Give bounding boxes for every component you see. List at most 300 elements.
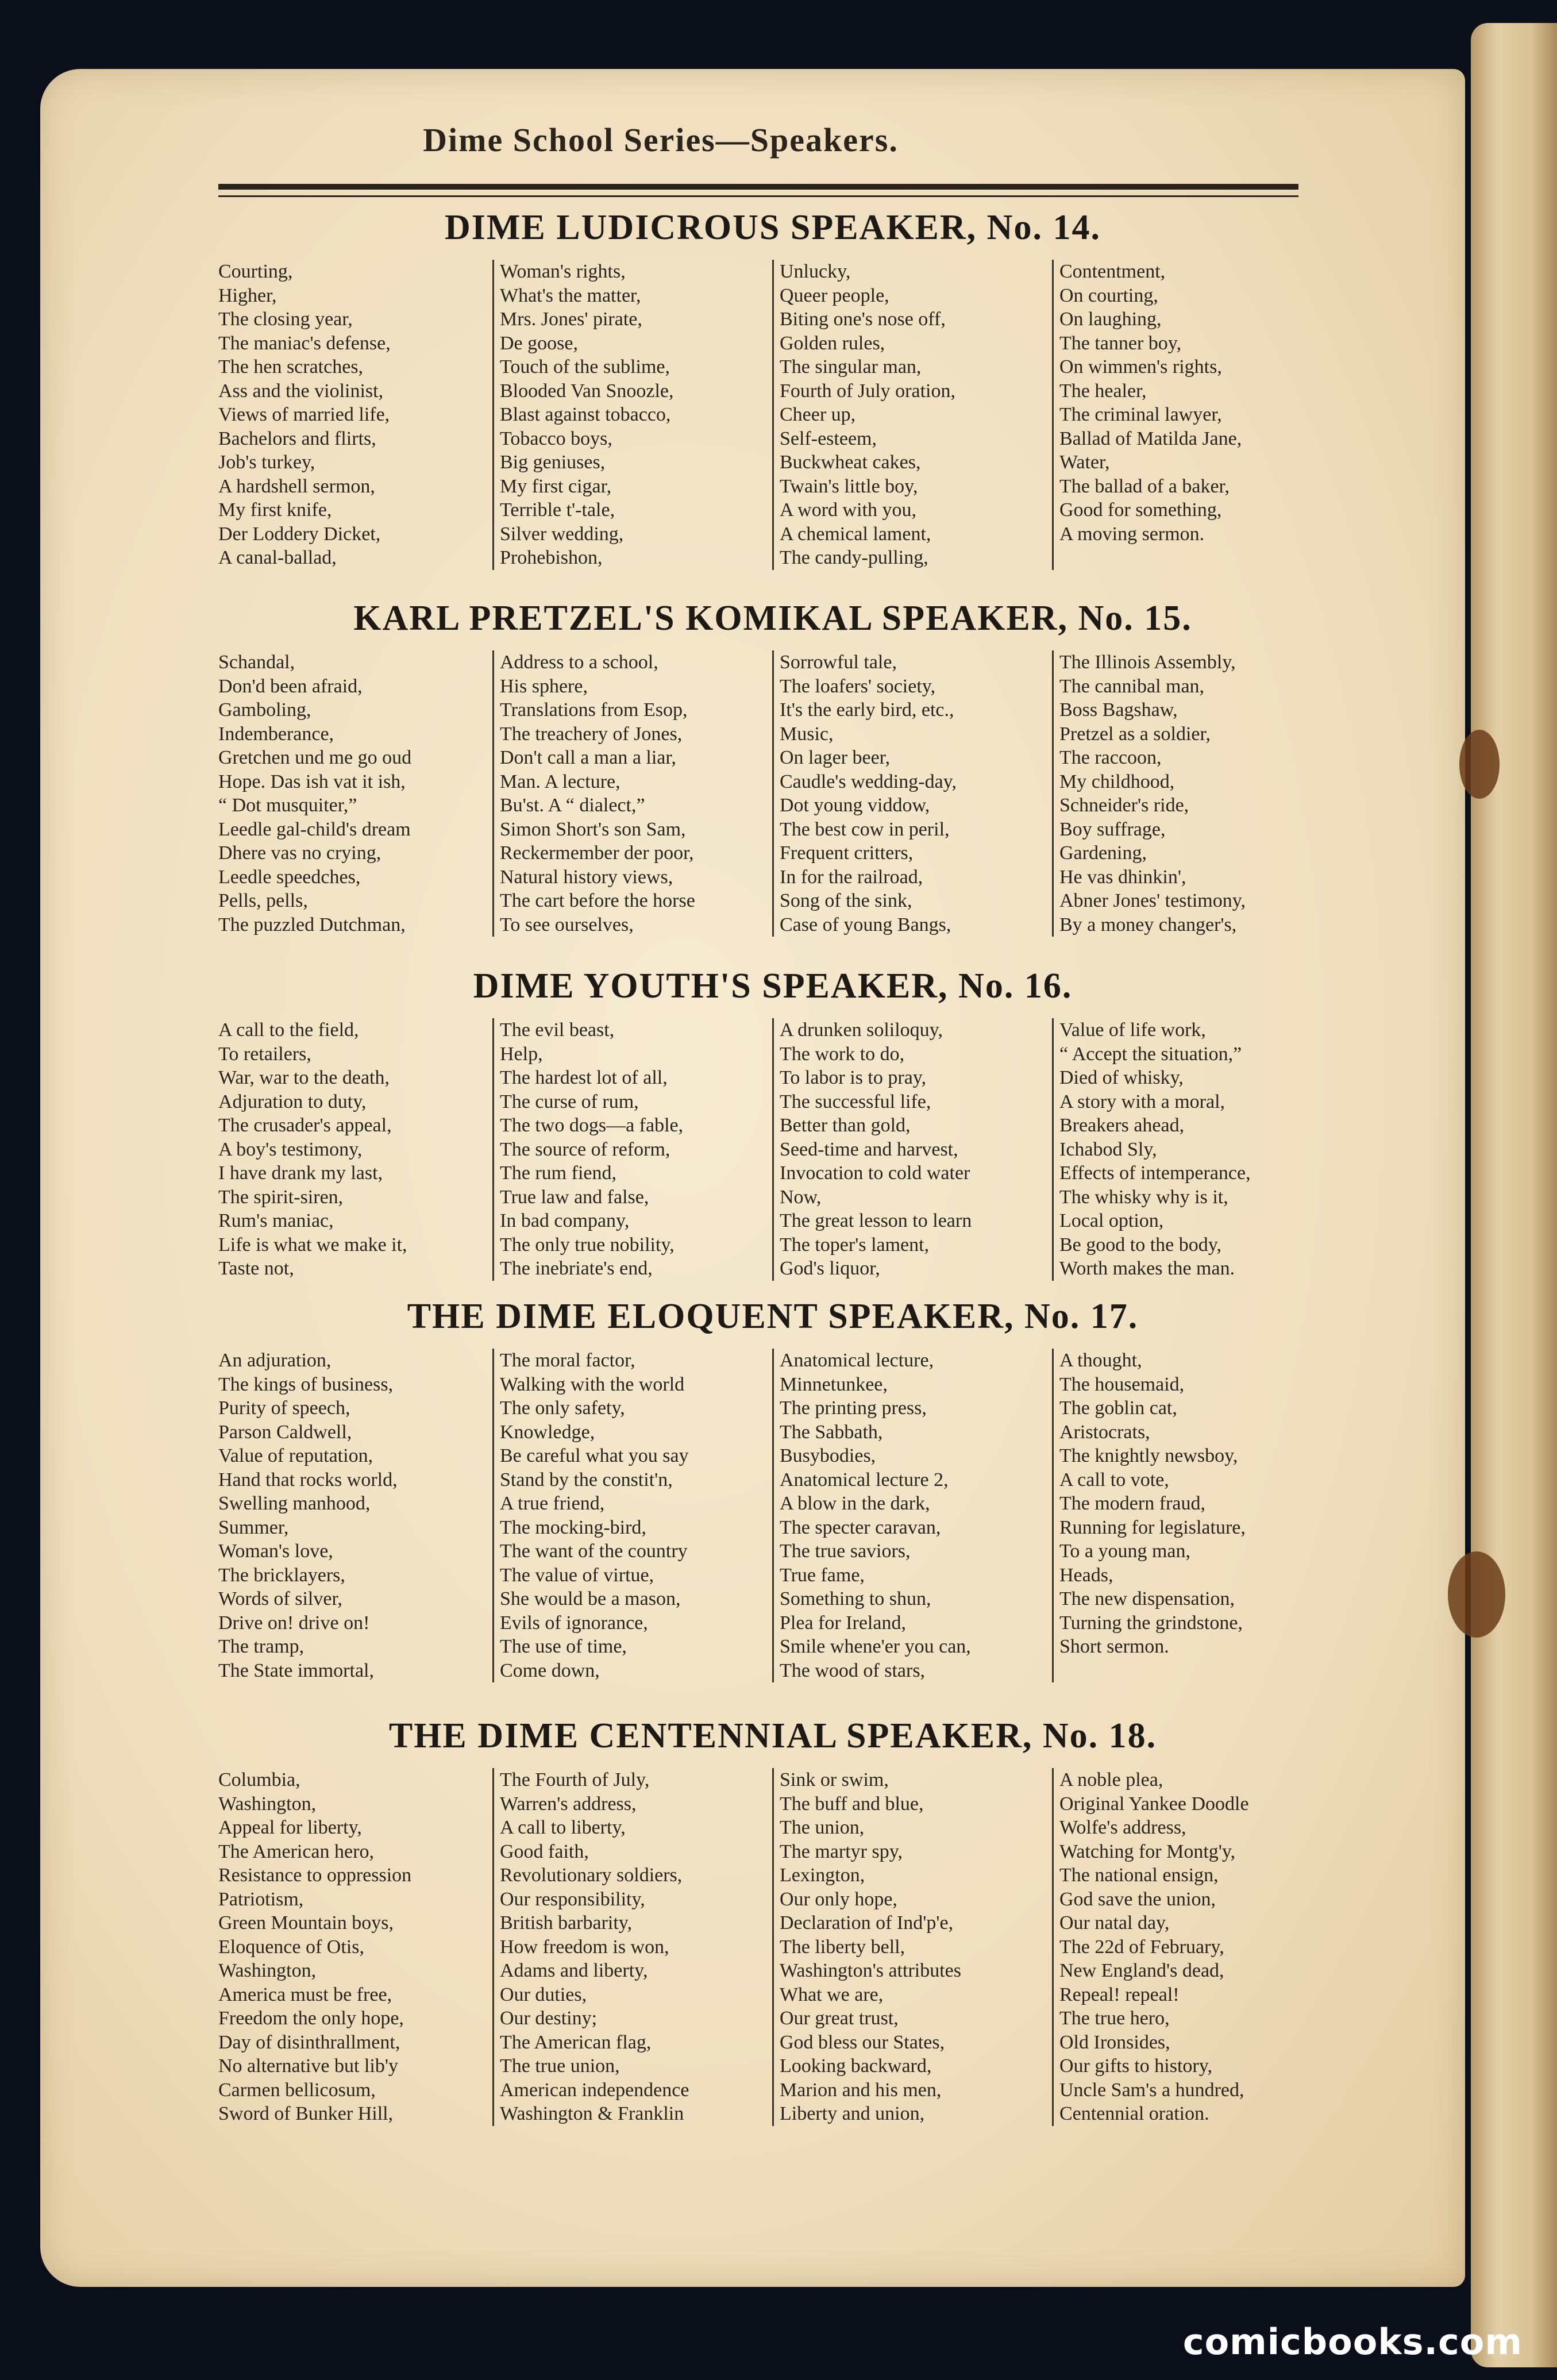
list-item: The only true nobility, xyxy=(500,1234,675,1256)
list-item: The tanner boy, xyxy=(1059,332,1182,354)
list-item: The national ensign, xyxy=(1059,1865,1219,1886)
list-item: Simon Short's son Sam, xyxy=(500,818,686,840)
list-item: Wolfe's address, xyxy=(1059,1817,1186,1838)
list-item: The only safety, xyxy=(500,1397,625,1419)
list-item: Unlucky, xyxy=(780,261,851,282)
column xyxy=(1052,650,1332,937)
list-item: Our only hope, xyxy=(780,1888,897,1910)
list-item: A call to vote, xyxy=(1059,1469,1169,1491)
list-item: The criminal lawyer, xyxy=(1059,404,1222,425)
list-item: The loafers' society, xyxy=(780,675,936,697)
list-item: Heads, xyxy=(1059,1564,1113,1586)
list-item: The Illinois Assembly, xyxy=(1059,652,1236,673)
list-item: Old Ironsides, xyxy=(1059,2031,1170,2053)
column xyxy=(213,1768,492,2126)
speaker-section xyxy=(213,1709,1333,2126)
list-item: Self-esteem, xyxy=(780,428,877,449)
list-item: Looking backward, xyxy=(780,2055,932,2077)
list-item: Now, xyxy=(780,1186,822,1208)
list-item: Our natal day, xyxy=(1059,1912,1170,1934)
list-item: “ Dot musquiter,” xyxy=(218,795,357,816)
speaker-section xyxy=(213,960,1333,1281)
list-item: Frequent critters, xyxy=(780,842,914,864)
header-rule-thin xyxy=(218,195,1298,197)
list-item: Declaration of Ind'p'e, xyxy=(780,1912,954,1934)
list-item: A story with a moral, xyxy=(1059,1091,1225,1112)
list-item: Leedle speedches, xyxy=(218,866,361,888)
list-item: In bad company, xyxy=(500,1210,630,1231)
column xyxy=(213,260,492,570)
speaker-section xyxy=(213,1290,1333,1682)
list-item: Marion and his men, xyxy=(780,2079,942,2101)
list-item: The maniac's defense, xyxy=(218,332,391,354)
section-title: THE DIME ELOQUENT SPEAKER, No. 17. xyxy=(407,1297,1139,1336)
list-item: On courting, xyxy=(1059,284,1158,306)
list-item: Song of the sink, xyxy=(780,890,912,911)
column xyxy=(213,1018,492,1281)
list-item: Life is what we make it, xyxy=(218,1234,407,1256)
list-item: Translations from Esop, xyxy=(500,699,688,721)
list-item: In for the railroad, xyxy=(780,866,923,888)
list-item: Rum's maniac, xyxy=(218,1210,334,1231)
list-item: Anatomical lecture, xyxy=(780,1350,934,1371)
list-item: The martyr spy, xyxy=(780,1840,903,1862)
list-item: Sword of Bunker Hill, xyxy=(218,2103,394,2124)
list-item: The buff and blue, xyxy=(780,1793,924,1815)
list-item: How freedom is won, xyxy=(500,1936,669,1958)
list-item: Schneider's ride, xyxy=(1059,795,1189,816)
list-item: By a money changer's, xyxy=(1059,914,1237,935)
list-item: Be careful what you say xyxy=(500,1445,689,1466)
list-item: The value of virtue, xyxy=(500,1564,654,1586)
list-item: The treachery of Jones, xyxy=(500,723,683,745)
list-item: A hardshell sermon, xyxy=(218,475,375,497)
list-item: Aristocrats, xyxy=(1059,1421,1150,1443)
list-item: A moving sermon. xyxy=(1059,523,1205,545)
list-item: The hen scratches, xyxy=(218,356,364,378)
list-item: Boss Bagshaw, xyxy=(1059,699,1178,721)
list-item: Leedle gal-child's dream xyxy=(218,818,411,840)
list-item: The bricklayers, xyxy=(218,1564,345,1586)
column xyxy=(1052,1018,1332,1281)
list-item: The American flag, xyxy=(500,2031,652,2053)
list-item: Drive on! drive on! xyxy=(218,1612,370,1634)
list-item: The true hero, xyxy=(1059,2008,1170,2029)
list-item: A blow in the dark, xyxy=(780,1493,930,1514)
list-item: Big geniuses, xyxy=(500,452,606,473)
list-item: Good for something, xyxy=(1059,499,1222,521)
list-item: A drunken soliloquy, xyxy=(780,1019,943,1041)
list-item: Address to a school, xyxy=(500,652,658,673)
column xyxy=(492,650,772,937)
list-item: Gardening, xyxy=(1059,842,1147,864)
list-item: Hope. Das ish vat it ish, xyxy=(218,771,406,792)
list-item: A thought, xyxy=(1059,1350,1142,1371)
list-item: Boy suffrage, xyxy=(1059,818,1166,840)
list-item: Liberty and union, xyxy=(780,2103,925,2124)
list-item: Words of silver, xyxy=(218,1588,342,1609)
list-item: Smile whene'er you can, xyxy=(780,1636,971,1657)
list-item: The Fourth of July, xyxy=(500,1769,650,1790)
list-item: An adjuration, xyxy=(218,1350,332,1371)
list-item: The curse of rum, xyxy=(500,1091,639,1112)
list-item: “ Accept the situation,” xyxy=(1059,1043,1242,1065)
list-item: Caudle's wedding-day, xyxy=(780,771,957,792)
section-title: DIME LUDICROUS SPEAKER, No. 14. xyxy=(445,208,1101,247)
list-item: The goblin cat, xyxy=(1059,1397,1177,1419)
list-item: De goose, xyxy=(500,332,578,354)
running-head: Dime School Series—Speakers. xyxy=(423,121,899,159)
list-item: Summer, xyxy=(218,1516,289,1538)
list-item: Bu'st. A “ dialect,” xyxy=(500,795,645,816)
list-item: Music, xyxy=(780,723,834,745)
list-item: The printing press, xyxy=(780,1397,927,1419)
list-item: Short sermon. xyxy=(1059,1636,1169,1657)
list-item: Centennial oration. xyxy=(1059,2103,1209,2124)
list-item: On lager beer, xyxy=(780,747,891,768)
list-item: Green Mountain boys, xyxy=(218,1912,394,1934)
list-item: The knightly newsboy, xyxy=(1059,1445,1238,1466)
list-item: The singular man, xyxy=(780,356,922,378)
list-item: Invocation to cold water xyxy=(780,1162,970,1184)
list-item: Queer people, xyxy=(780,284,889,306)
list-item: Running for legislature, xyxy=(1059,1516,1246,1538)
list-item: Sorrowful tale, xyxy=(780,652,897,673)
list-item: Biting one's nose off, xyxy=(780,309,946,330)
list-item: The evil beast, xyxy=(500,1019,615,1041)
list-item: The two dogs—a fable, xyxy=(500,1115,684,1136)
column xyxy=(492,1768,772,2126)
list-item: On laughing, xyxy=(1059,309,1162,330)
column xyxy=(772,1349,1052,1682)
list-item: The State immortal, xyxy=(218,1659,374,1681)
list-item: Ichabod Sly, xyxy=(1059,1138,1157,1160)
list-item: Our gifts to history, xyxy=(1059,2055,1213,2077)
list-item: The use of time, xyxy=(500,1636,627,1657)
list-item: Our duties, xyxy=(500,1984,587,2005)
list-item: Dot young viddow, xyxy=(780,795,930,816)
list-item: Our responsibility, xyxy=(500,1888,645,1910)
list-item: Busybodies, xyxy=(780,1445,876,1466)
watermark: comicbooks.com xyxy=(1182,2321,1523,2363)
list-item: Man. A lecture, xyxy=(500,771,621,792)
list-item: A word with you, xyxy=(780,499,916,521)
list-item: The true union, xyxy=(500,2055,620,2077)
list-item: Job's turkey, xyxy=(218,452,315,473)
list-item: A noble plea, xyxy=(1059,1769,1163,1790)
list-item: The source of reform, xyxy=(500,1138,670,1160)
list-item: The whisky why is it, xyxy=(1059,1186,1228,1208)
list-item: To labor is to pray, xyxy=(780,1067,927,1088)
list-item: Effects of intemperance, xyxy=(1059,1162,1251,1184)
list-item: Water, xyxy=(1059,452,1110,473)
speaker-section xyxy=(213,592,1333,937)
list-item: Resistance to oppression xyxy=(218,1865,412,1886)
list-item: Patriotism, xyxy=(218,1888,304,1910)
list-item: Lexington, xyxy=(780,1865,865,1886)
list-item: My childhood, xyxy=(1059,771,1175,792)
list-item: Washington, xyxy=(218,1960,317,1981)
section-columns xyxy=(213,1018,1333,1281)
list-item: Reckermember der poor, xyxy=(500,842,694,864)
list-item: Tobacco boys, xyxy=(500,428,612,449)
list-item: True law and false, xyxy=(500,1186,649,1208)
list-item: What we are, xyxy=(780,1984,884,2005)
list-item: Something to shun, xyxy=(780,1588,931,1609)
list-item: True fame, xyxy=(780,1564,865,1586)
list-item: Sink or swim, xyxy=(780,1769,889,1790)
list-item: Hand that rocks world, xyxy=(218,1469,398,1491)
list-item: Eloquence of Otis, xyxy=(218,1936,364,1958)
list-item: The cart before the horse xyxy=(500,890,695,911)
list-item: No alternative but lib'y xyxy=(218,2055,398,2077)
list-item: Help, xyxy=(500,1043,543,1065)
list-item: The raccoon, xyxy=(1059,747,1162,768)
list-item: Better than gold, xyxy=(780,1115,911,1136)
column xyxy=(772,650,1052,937)
list-item: She would be a mason, xyxy=(500,1588,681,1609)
list-item: A call to liberty, xyxy=(500,1817,626,1838)
list-item: Ballad of Matilda Jane, xyxy=(1059,428,1242,449)
list-item: Schandal, xyxy=(218,652,295,673)
list-item: Silver wedding, xyxy=(500,523,624,545)
list-item: Pretzel as a soldier, xyxy=(1059,723,1211,745)
list-item: Case of young Bangs, xyxy=(780,914,951,935)
list-item: Revolutionary soldiers, xyxy=(500,1865,683,1886)
list-item: God bless our States, xyxy=(780,2031,945,2053)
list-item: The true saviors, xyxy=(780,1541,911,1562)
list-item: His sphere, xyxy=(500,675,588,697)
list-item: War, war to the death, xyxy=(218,1067,390,1088)
list-item: The moral factor, xyxy=(500,1350,635,1371)
list-item: Seed-time and harvest, xyxy=(780,1138,958,1160)
list-item: The mocking-bird, xyxy=(500,1516,646,1538)
list-item: Original Yankee Doodle xyxy=(1059,1793,1249,1815)
list-item: The wood of stars, xyxy=(780,1659,926,1681)
list-item: The successful life, xyxy=(780,1091,931,1112)
list-item: Minnetunkee, xyxy=(780,1373,888,1395)
page-stain xyxy=(1459,730,1500,799)
section-title: THE DIME CENTENNIAL SPEAKER, No. 18. xyxy=(388,1716,1157,1755)
list-item: Indemberance, xyxy=(218,723,334,745)
list-item: The inebriate's end, xyxy=(500,1258,653,1279)
list-item: Parson Caldwell, xyxy=(218,1421,352,1443)
list-item: The want of the country xyxy=(500,1541,688,1562)
list-item: Value of reputation, xyxy=(218,1445,373,1466)
list-item: Good faith, xyxy=(500,1840,589,1862)
list-item: To a young man, xyxy=(1059,1541,1191,1562)
page-stain xyxy=(1448,1551,1505,1638)
list-item: Breakers ahead, xyxy=(1059,1115,1185,1136)
list-item: Swelling manhood, xyxy=(218,1493,371,1514)
list-item: Walking with the world xyxy=(500,1373,685,1395)
list-item: The healer, xyxy=(1059,380,1147,402)
list-item: Repeal! repeal! xyxy=(1059,1984,1180,2005)
column xyxy=(772,260,1052,570)
list-item: The American hero, xyxy=(218,1840,374,1862)
adjacent-page-edge xyxy=(1471,23,1557,2367)
column xyxy=(1052,260,1332,570)
list-item: Local option, xyxy=(1059,1210,1164,1231)
list-item: The 22d of February, xyxy=(1059,1936,1224,1958)
list-item: Courting, xyxy=(218,261,293,282)
list-item: Turning the grindstone, xyxy=(1059,1612,1243,1634)
list-item: Views of married life, xyxy=(218,404,390,425)
list-item: Contentment, xyxy=(1059,261,1166,282)
list-item: The ballad of a baker, xyxy=(1059,475,1230,497)
list-item: Adams and liberty, xyxy=(500,1960,648,1981)
column xyxy=(492,260,772,570)
section-columns xyxy=(213,1768,1333,2126)
list-item: Bachelors and flirts, xyxy=(218,428,376,449)
list-item: Adjuration to duty, xyxy=(218,1091,367,1112)
list-item: Day of disinthrallment, xyxy=(218,2031,400,2053)
list-item: Gretchen und me go oud xyxy=(218,747,412,768)
list-item: God save the union, xyxy=(1059,1888,1216,1910)
list-item: America must be free, xyxy=(218,1984,392,2005)
list-item: What's the matter, xyxy=(500,284,641,306)
list-item: Value of life work, xyxy=(1059,1019,1206,1041)
list-item: Terrible t'-tale, xyxy=(500,499,615,521)
list-item: Dhere vas no crying, xyxy=(218,842,381,864)
list-item: Golden rules, xyxy=(780,332,885,354)
list-item: A call to the field, xyxy=(218,1019,359,1041)
list-item: My first cigar, xyxy=(500,475,612,497)
column xyxy=(772,1018,1052,1281)
list-item: Appeal for liberty, xyxy=(218,1817,362,1838)
section-title: DIME YOUTH'S SPEAKER, No. 16. xyxy=(473,966,1073,1006)
list-item: Columbia, xyxy=(218,1769,300,1790)
list-item: Pells, pells, xyxy=(218,890,308,911)
list-item: Carmen bellicosum, xyxy=(218,2079,376,2101)
list-item: Woman's love, xyxy=(218,1541,333,1562)
list-item: American independence xyxy=(500,2079,689,2101)
list-item: Gamboling, xyxy=(218,699,311,721)
list-item: The toper's lament, xyxy=(780,1234,930,1256)
list-item: The spirit-siren, xyxy=(218,1186,344,1208)
list-item: On wimmen's rights, xyxy=(1059,356,1222,378)
list-item: The modern fraud, xyxy=(1059,1493,1205,1514)
column xyxy=(1052,1768,1332,2126)
list-item: Taste not, xyxy=(218,1258,294,1279)
list-item: Ass and the violinist, xyxy=(218,380,384,402)
list-item: Der Loddery Dicket, xyxy=(218,523,381,545)
column xyxy=(1052,1349,1332,1682)
list-item: Mrs. Jones' pirate, xyxy=(500,309,642,330)
list-item: Touch of the sublime, xyxy=(500,356,670,378)
list-item: Evils of ignorance, xyxy=(500,1612,648,1634)
list-item: A true friend, xyxy=(500,1493,605,1514)
list-item: The tramp, xyxy=(218,1636,305,1657)
list-item: Our destiny; xyxy=(500,2008,598,2029)
section-title: KARL PRETZEL'S KOMIKAL SPEAKER, No. 15. xyxy=(353,599,1192,638)
list-item: A boy's testimony, xyxy=(218,1138,363,1160)
list-item: Blooded Van Snoozle, xyxy=(500,380,674,402)
list-item: To retailers, xyxy=(218,1043,311,1065)
list-item: The specter caravan, xyxy=(780,1516,941,1538)
list-item: Buckwheat cakes, xyxy=(780,452,921,473)
list-item: Don'd been afraid, xyxy=(218,675,363,697)
list-item: Warren's address, xyxy=(500,1793,637,1815)
list-item: To see ourselves, xyxy=(500,914,634,935)
list-item: The hardest lot of all, xyxy=(500,1067,668,1088)
list-item: The kings of business, xyxy=(218,1373,394,1395)
list-item: A chemical lament, xyxy=(780,523,931,545)
list-item: Natural history views, xyxy=(500,866,673,888)
header-rule xyxy=(218,184,1298,190)
list-item: Knowledge, xyxy=(500,1421,595,1443)
list-item: Our great trust, xyxy=(780,2008,899,2029)
list-item: Uncle Sam's a hundred, xyxy=(1059,2079,1244,2101)
list-item: Twain's little boy, xyxy=(780,475,918,497)
list-item: Blast against tobacco, xyxy=(500,404,671,425)
list-item: New England's dead, xyxy=(1059,1960,1224,1981)
list-item: Watching for Montg'y, xyxy=(1059,1840,1236,1862)
column xyxy=(213,650,492,937)
column xyxy=(213,1349,492,1682)
column xyxy=(492,1349,772,1682)
list-item: The puzzled Dutchman, xyxy=(218,914,406,935)
list-item: The best cow in peril, xyxy=(780,818,950,840)
column xyxy=(492,1018,772,1281)
section-columns xyxy=(213,260,1333,570)
list-item: The closing year, xyxy=(218,309,353,330)
list-item: Prohebishon, xyxy=(500,547,603,568)
list-item: The new dispensation, xyxy=(1059,1588,1235,1609)
list-item: The housemaid, xyxy=(1059,1373,1185,1395)
speaker-section xyxy=(213,201,1333,570)
list-item: Be good to the body, xyxy=(1059,1234,1222,1256)
list-item: Died of whisky, xyxy=(1059,1067,1184,1088)
list-item: Stand by the constit'n, xyxy=(500,1469,673,1491)
list-item: Anatomical lecture 2, xyxy=(780,1469,949,1491)
list-item: I have drank my last, xyxy=(218,1162,383,1184)
list-item: Washington's attributes xyxy=(780,1960,961,1981)
list-item: The union, xyxy=(780,1817,865,1838)
column xyxy=(772,1768,1052,2126)
list-item: Purity of speech, xyxy=(218,1397,350,1419)
list-item: The rum fiend, xyxy=(500,1162,616,1184)
list-item: My first knife, xyxy=(218,499,332,521)
list-item: Worth makes the man. xyxy=(1059,1258,1235,1279)
list-item: Plea for Ireland, xyxy=(780,1612,906,1634)
list-item: God's liquor, xyxy=(780,1258,880,1279)
list-item: The crusader's appeal, xyxy=(218,1115,392,1136)
list-item: The liberty bell, xyxy=(780,1936,905,1958)
list-item: He vas dhinkin', xyxy=(1059,866,1186,888)
list-item: The work to do, xyxy=(780,1043,905,1065)
list-item: The cannibal man, xyxy=(1059,675,1205,697)
list-item: A canal-ballad, xyxy=(218,547,337,568)
list-item: Abner Jones' testimony, xyxy=(1059,890,1246,911)
section-columns xyxy=(213,1349,1333,1682)
list-item: Come down, xyxy=(500,1659,600,1681)
section-columns xyxy=(213,650,1333,937)
list-item: It's the early bird, etc., xyxy=(780,699,954,721)
list-item: The Sabbath, xyxy=(780,1421,883,1443)
list-item: The great lesson to learn xyxy=(780,1210,972,1231)
list-item: Washington, xyxy=(218,1793,317,1815)
list-item: The candy-pulling, xyxy=(780,547,928,568)
list-item: Woman's rights, xyxy=(500,261,626,282)
list-item: Freedom the only hope, xyxy=(218,2008,404,2029)
list-item: British barbarity, xyxy=(500,1912,633,1934)
list-item: Cheer up, xyxy=(780,404,856,425)
list-item: Washington & Franklin xyxy=(500,2103,684,2124)
list-item: Higher, xyxy=(218,284,277,306)
list-item: Fourth of July oration, xyxy=(780,380,955,402)
list-item: Don't call a man a liar, xyxy=(500,747,676,768)
